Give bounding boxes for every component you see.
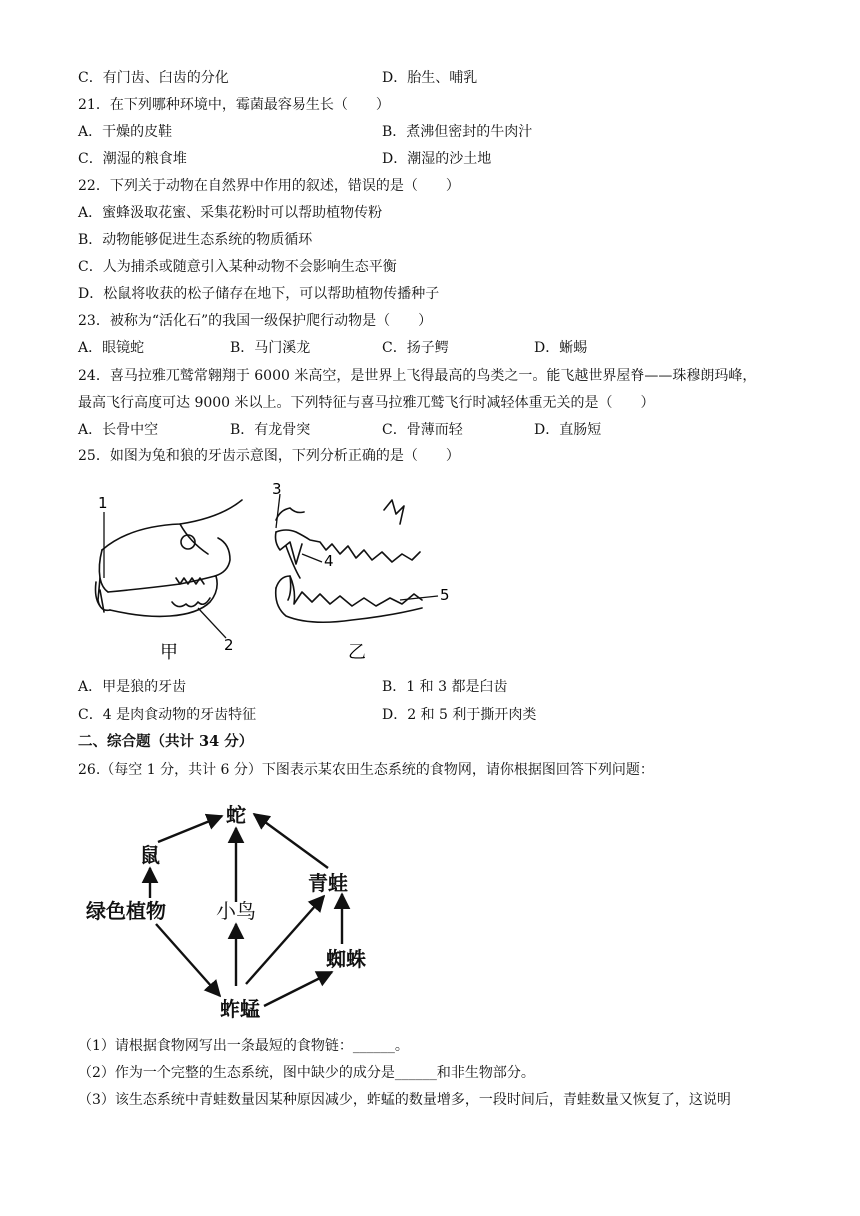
label-jia: 甲 [160, 642, 178, 663]
q21-stem: 21．在下列哪种环境中，霉菌最容易生长（ ） [78, 97, 390, 113]
q23-stem: 23．被称为“活化石”的我国一级保护爬行动物是（ ） [78, 313, 433, 329]
node-frog: 青蛙 [308, 871, 348, 895]
arrow-plant-grasshopper [156, 924, 220, 996]
node-snake: 蛇 [226, 803, 246, 827]
label-2: 2 [224, 636, 234, 654]
q23-option-b: B．马门溪龙 [230, 340, 311, 356]
q22-option-d: D．松鼠将收获的松子储存在地下，可以帮助植物传播种子 [78, 286, 440, 302]
q24-option-d: D．直肠短 [534, 422, 602, 438]
arrow-grasshopper-spider [264, 972, 332, 1006]
node-mouse: 鼠 [140, 843, 160, 867]
q23-option-a: A．眼镜蛇 [78, 340, 145, 356]
q26-part-1: （1）请根据食物网写出一条最短的食物链：______。 [78, 1038, 409, 1054]
q22-option-b: B．动物能够促进生态系统的物质循环 [78, 232, 313, 248]
q20-option-c: C．有门齿、臼齿的分化 [78, 70, 229, 86]
q22-stem: 22．下列关于动物在自然界中作用的叙述，错误的是（ ） [78, 178, 460, 194]
q25-option-b: B．1 和 3 都是臼齿 [382, 679, 508, 695]
q26-part-2: （2）作为一个完整的生态系统，图中缺少的成分是______和非生物部分。 [78, 1065, 535, 1081]
q24-option-a: A．长骨中空 [78, 422, 159, 438]
q25-option-a: A．甲是狼的牙齿 [78, 679, 187, 695]
q22-option-a: A．蜜蜂汲取花蜜、采集花粉时可以帮助植物传粉 [78, 205, 383, 221]
label-4: 4 [324, 552, 334, 570]
q24-option-c: C．骨薄而轻 [382, 422, 463, 438]
q24-stem-line1: 24．喜马拉雅兀鹫常翱翔于 6000 米高空，是世界上飞得最高的鸟类之一。能飞越世界屋脊——珠穆朗玛峰， [78, 368, 757, 384]
section-2-title: 二、综合题（共计 34 分） [78, 733, 254, 750]
label-5: 5 [440, 586, 450, 604]
arrow-grasshopper-frog [246, 896, 324, 984]
label-1: 1 [98, 494, 108, 512]
q26-part-3: （3）该生态系统中青蛙数量因某种原因减少，蚱蜢的数量增多，一段时间后，青蛙数量又恢复了，这说明 [78, 1092, 731, 1108]
rabbit-skull-drawing [96, 500, 243, 616]
wolf-jaw-drawing [276, 500, 423, 622]
arrow-frog-snake [254, 814, 328, 868]
teeth-figure [90, 480, 470, 670]
q21-option-d: D．潮湿的沙土地 [382, 151, 492, 167]
q21-option-b: B．煮沸但密封的牛肉汁 [382, 124, 533, 140]
label-3: 3 [272, 480, 282, 498]
q24-stem-line2: 最高飞行高度可达 9000 米以上。下列特征与喜马拉雅兀鹫飞行时减轻体重无关的是（ ） [78, 395, 655, 411]
node-plant: 绿色植物 [86, 899, 166, 923]
q23-option-c: C．扬子鳄 [382, 340, 449, 356]
q24-option-b: B．有龙骨突 [230, 422, 311, 438]
food-web-diagram [80, 790, 400, 1030]
q21-option-a: A．干燥的皮鞋 [78, 124, 173, 140]
q26-stem: 26.（每空 1 分，共计 6 分）下图表示某农田生态系统的食物网，请你根据图回答下列问题： [78, 762, 654, 778]
q25-stem: 25．如图为兔和狼的牙齿示意图，下列分析正确的是（ ） [78, 448, 460, 464]
label-yi: 乙 [348, 642, 366, 663]
arrow-mouse-snake [158, 816, 222, 842]
q21-option-c: C．潮湿的粮食堆 [78, 151, 187, 167]
node-bird: 小鸟 [216, 899, 256, 923]
q25-option-d: D．2 和 5 利于撕开肉类 [382, 707, 537, 723]
q20-option-d: D．胎生、哺乳 [382, 70, 478, 86]
node-spider: 蜘蛛 [326, 947, 366, 971]
q22-option-c: C．人为捕杀或随意引入某种动物不会影响生态平衡 [78, 259, 397, 275]
q25-option-c: C．4 是肉食动物的牙齿特征 [78, 707, 257, 723]
node-grasshopper: 蚱蜢 [220, 997, 260, 1021]
q23-option-d: D．蜥蜴 [534, 340, 588, 356]
